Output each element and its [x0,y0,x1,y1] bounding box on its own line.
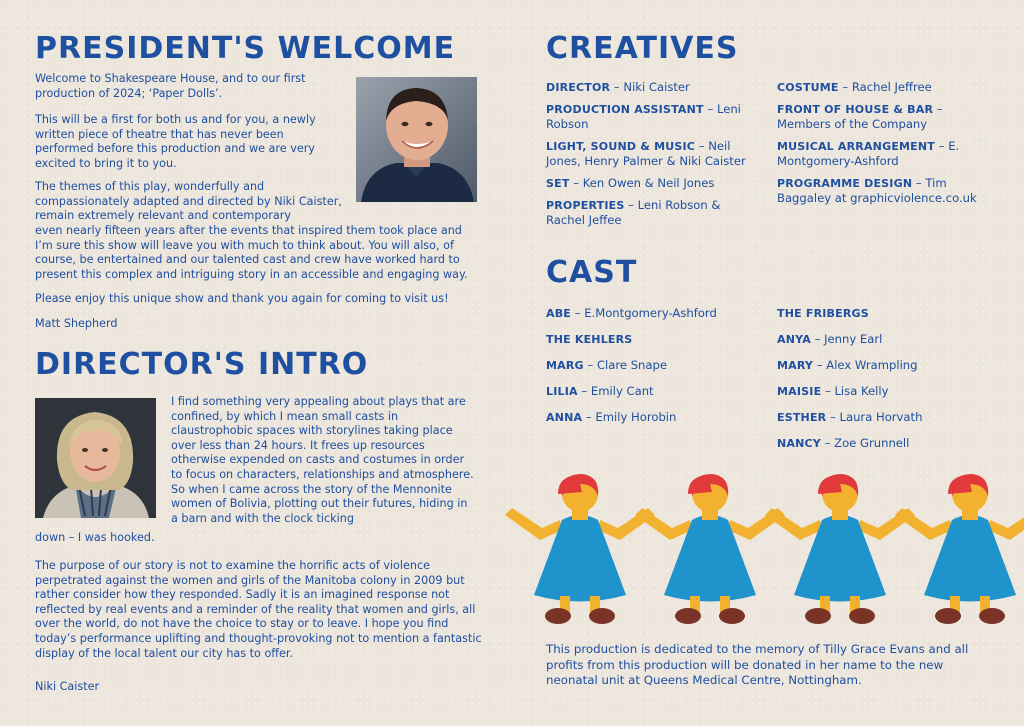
cast-role: NANCY [777,437,821,450]
cast-role: MARG [546,359,584,372]
cast-role: LILIA [546,385,578,398]
cast-actor: Laura Horvath [839,410,923,424]
cast-heading: CAST [546,255,638,290]
cast-separator: – [577,384,591,398]
credit-role: PROGRAMME DESIGN [777,177,913,190]
cast-nancy [777,436,987,451]
credit-programme-design [777,176,992,206]
cast-actor: Emily Cant [590,384,654,398]
cast-role: MARY [777,359,814,372]
credit-separator: – [569,176,583,190]
cast-actor: E.Montgomery-Ashford [584,306,717,320]
cast-separator: – [826,410,840,424]
cast-right-column [777,306,987,462]
director-paragraph-1b: down – I was hooked. [35,531,155,544]
cast-abe [546,306,756,321]
presidents-welcome-heading: PRESIDENT'S WELCOME [35,31,456,66]
welcome-paragraph-3b: even nearly fifteen years after the events that inspired them took place and I’m sure this show will leave you with much to think about. You will also, of course, be entertained and our talented cast and crew have worked hard to present this complex and intriguing story in an accessible and engaging way. [35,224,468,281]
credit-names: Rachel Jeffree [851,80,932,94]
credit-role: MUSICAL ARRANGEMENT [777,140,936,153]
director-paragraph-1a: I find something very appealing about plays that are confined, by which I mean small casts in claustrophobic spaces with storylines taking place over less than 24 hours. It frees up resources otherwise expended on casts and costumes in order to focus on characters, relationships and atmosphere. So when I came across the story of the Mennonite women of Bolivia, plotting out their futures, hiding in a barn and with the clock ticking [171,395,474,525]
creatives-left-column [546,80,751,235]
credit-set [546,176,751,191]
cast-group: THE FRIBERGS [777,307,869,320]
credit-role: DIRECTOR [546,81,611,94]
paper-doll-chain-icon [500,470,1024,635]
cast-actor: Lisa Kelly [834,384,889,398]
woman-portrait-icon [35,398,156,518]
credit-front-of-house [777,102,992,132]
cast-actor: Emily Horobin [595,410,677,424]
cast-separator: – [820,436,835,450]
cast-separator: – [571,306,585,320]
cast-group-kehlers [546,332,756,347]
credit-separator: – [703,102,717,116]
creatives-right-column [777,80,992,213]
cast-role: MAISIE [777,385,822,398]
credit-separator: – [624,198,638,212]
credit-role: PRODUCTION ASSISTANT [546,103,704,116]
credit-costume [777,80,992,95]
cast-lilia [546,384,756,399]
cast-role: ANYA [777,333,811,346]
credit-role: SET [546,177,570,190]
credit-names: Tim Baggaley at graphicviolence.co.uk [777,176,977,205]
cast-separator: – [821,384,835,398]
cast-separator: – [810,332,825,346]
credit-role: LIGHT, SOUND & MUSIC [546,140,696,153]
credit-role: PROPERTIES [546,199,625,212]
director-paragraph-2: The purpose of our story is not to examine the horrific acts of violence perpetrated against the women and girls of the Manitoba colony in 2009 but rather consider how they responded. Sadly it is an imagined response not reflected by real events and a reminder of the reality that women and girls, all over the world, do not have the choice to stay or to leave. I hope you find today’s performance uplifting and thought-provoking not to mention a fantastic display of the local talent our city has to offer. [35,559,482,660]
cast-mary [777,358,987,373]
credit-light-sound-music [546,139,751,169]
cast-separator: – [583,358,597,372]
cast-role: ABE [546,307,572,320]
paper-doll [635,474,785,624]
paper-doll [505,474,655,624]
cast-group: THE KEHLERS [546,333,633,346]
credit-separator: – [935,139,949,153]
cast-anya [777,332,987,347]
credit-names: Ken Owen & Neil Jones [582,176,715,190]
welcome-paragraph-3a: The themes of this play, wonderfully and compassionately adapted and directed by Niki Caister, remain extremely relevant and contemporary [35,180,342,223]
dedication-note: This production is dedicated to the memory of Tilly Grace Evans and all profits from this production will be donated in her name to the new neonatal unit at Queens Medical Centre, Nottingham. [546,642,969,687]
director-signature: Niki Caister [35,680,100,693]
credit-names: Leni Robson [546,102,741,131]
credit-musical-arrangement [777,139,992,169]
cast-actor: Zoe Grunnell [834,436,910,450]
credit-separator: – [912,176,926,190]
cast-marg [546,358,756,373]
welcome-paragraph-4: Please enjoy this unique show and thank you again for coming to visit us! [35,292,449,305]
directors-intro-heading: DIRECTOR'S INTRO [35,347,369,382]
credit-separator: – [933,102,943,116]
credit-separator: – [610,80,624,94]
cast-separator: – [813,358,827,372]
credit-names: Leni Robson & Rachel Jeffee [546,198,721,227]
welcome-paragraph-1: Welcome to Shakespeare House, and to our first production of 2024; ‘Paper Dolls’. [35,72,306,100]
man-portrait-icon [356,77,477,202]
credit-names: Members of the Company [777,117,928,131]
credit-properties [546,198,751,228]
paper-doll [765,474,915,624]
creatives-heading: CREATIVES [546,31,739,66]
cast-actor: Alex Wrampling [826,358,918,372]
credit-names: Neil Jones, Henry Palmer & Niki Caister [546,139,746,168]
cast-role: ANNA [546,411,583,424]
welcome-signature: Matt Shepherd [35,317,118,330]
cast-esther [777,410,987,425]
cast-separator: – [582,410,596,424]
cast-actor: Jenny Earl [824,332,883,346]
credit-names: Niki Caister [623,80,690,94]
cast-maisie [777,384,987,399]
director-photo [35,398,156,518]
credit-production-assistant [546,102,751,132]
credit-role: FRONT OF HOUSE & BAR [777,103,934,116]
credit-director [546,80,751,95]
cast-role: ESTHER [777,411,827,424]
cast-group-fribergs [777,306,987,321]
cast-anna [546,410,756,425]
president-photo [356,77,477,202]
credit-separator: – [838,80,852,94]
credit-role: COSTUME [777,81,839,94]
cast-actor: Clare Snape [596,358,667,372]
credit-separator: – [695,139,709,153]
paper-doll [895,474,1024,624]
cast-left-column [546,306,756,436]
welcome-paragraph-2: This will be a first for both us and for you, a newly written piece of theatre that has never been performed before this production and we are very excited to bring it to you. [35,113,316,170]
credit-names: E. Montgomery-Ashford [777,139,960,168]
